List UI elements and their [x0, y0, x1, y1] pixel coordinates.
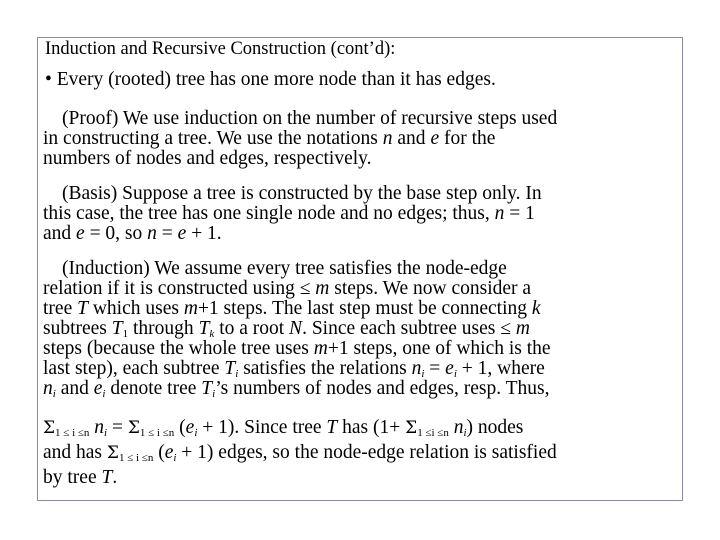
- sigma-symbol: Σ: [127, 418, 140, 438]
- bullet-claim: • Every (rooted) tree has one more node than it has edges.: [45, 69, 496, 90]
- conclusion-line-3: by tree T.: [43, 467, 118, 488]
- proof-line-3: numbers of nodes and edges, respectively.: [43, 148, 372, 169]
- induction-line-1: (Induction) We assume every tree satisfies the node-edge: [62, 258, 507, 279]
- proof-line-2: in constructing a tree. We use the notations n and e for the: [43, 128, 496, 149]
- induction-line-3: tree T which uses m+1 steps. The last step must be connecting k: [43, 298, 541, 319]
- sigma-symbol: Σ: [106, 443, 119, 463]
- basis-line-2: this case, the tree has one single node and no edges; thus, n = 1: [43, 203, 535, 224]
- induction-line-7: $n_i$ and $e_i$ denote tree $T_i’s$ numbers of nodes and edges, resp. Thus,: [43, 378, 550, 400]
- basis-line-1: (Basis) Suppose a tree is constructed by the base step only. In: [62, 183, 542, 204]
- sigma-symbol: Σ: [43, 418, 56, 438]
- proof-line-1: (Proof) We use induction on the number of recursive steps used: [62, 108, 558, 129]
- induction-line-5: steps (because the whole tree uses m+1 steps, one of which is the: [43, 338, 551, 359]
- sigma-symbol: Σ: [405, 418, 418, 438]
- conclusion-line-2: and has $\Sigma_{1 \le i \le n}$ $(e_i + 1)$ edges, so the node-edge relation is satisfied: [43, 442, 557, 464]
- induction-line-2: relation if it is constructed using ≤ m steps. We now consider a: [43, 278, 532, 299]
- conclusion-line-1: $\Sigma_{1 \le i \le n}$ $n_i = \Sigma_{1 \le i \le n}$ $(e_i + 1)$. Since tree T has ($1+ \Sigma_{1 \le i \le n}$ $n_i$) nodes: [43, 417, 524, 439]
- basis-line-3: and e = 0, so n = e + 1.: [43, 223, 222, 244]
- induction-line-4: subtrees $T_1$ through $T_k$ to a root N. Since each subtree uses ≤ m: [43, 318, 530, 340]
- induction-line-6: last step), each subtree $T_i$ satisfies the relations $n_i = e_i + 1$, where: [43, 358, 545, 380]
- slide-title: Induction and Recursive Construction (cont’d):: [45, 39, 396, 59]
